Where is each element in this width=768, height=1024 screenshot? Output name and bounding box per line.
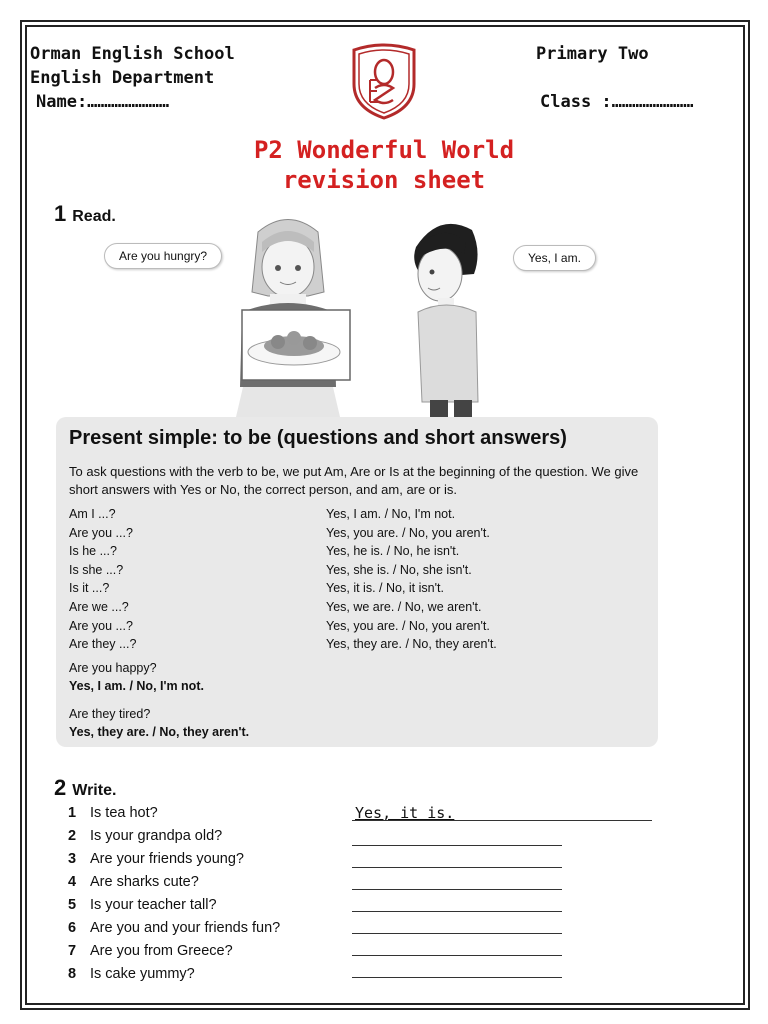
exercise-question — [68, 943, 233, 959]
answer-line-2[interactable] — [352, 845, 562, 846]
question-form: Are you ...? — [69, 525, 133, 540]
answer-line-3[interactable] — [352, 867, 562, 868]
short-answer: Yes, he is. / No, he isn't. — [326, 544, 460, 559]
question-form: Am I ...? — [69, 507, 116, 521]
question-text: Are you from Greece? — [90, 943, 233, 959]
example-1 — [69, 659, 204, 695]
short-answer: Yes, I am. / No, I'm not. — [326, 507, 456, 521]
sheet-title: P2 Wonderful World — [253, 136, 515, 164]
grammar-reference-box — [56, 417, 658, 747]
section-1-heading — [54, 201, 116, 227]
answer-line-7[interactable] — [352, 955, 562, 956]
answer-line-1[interactable] — [352, 820, 652, 821]
question-form: Is she ...? — [69, 562, 124, 577]
question-number: 6 — [68, 920, 77, 936]
exercise-question — [68, 920, 280, 936]
girl-with-plate-illustration — [228, 212, 368, 417]
short-answer: Yes, we are. / No, we aren't. — [326, 599, 482, 614]
exercise-question — [68, 897, 217, 913]
sheet-subtitle: revision sheet — [282, 166, 486, 194]
question-forms-column — [69, 505, 136, 654]
example-question: Are you happy? — [69, 661, 157, 675]
question-text: Are your friends young? — [90, 851, 244, 867]
short-answer: Yes, it is. / No, it isn't. — [326, 581, 444, 596]
example-2 — [69, 705, 249, 741]
question-number: 5 — [68, 897, 77, 913]
answer-line-6[interactable] — [352, 933, 562, 934]
question-form: Are they ...? — [69, 637, 137, 652]
section-2-heading — [54, 775, 116, 801]
answer-line-8[interactable] — [352, 977, 562, 978]
short-answer: Yes, she is. / No, she isn't. — [326, 562, 472, 577]
example-question: Are they tired? — [69, 707, 151, 721]
question-text: Is tea hot? — [90, 805, 158, 821]
class-field[interactable]: Class :…………………… — [540, 92, 694, 112]
question-text: Are you and your friends fun? — [90, 920, 281, 936]
question-form: Is he ...? — [69, 544, 117, 559]
short-answers-column — [326, 505, 497, 654]
question-form: Is it ...? — [69, 581, 110, 596]
question-text: Is your grandpa old? — [90, 828, 223, 844]
exercise-question — [68, 966, 195, 982]
question-text: Are sharks cute? — [90, 874, 199, 890]
short-answer: Yes, they are. / No, they aren't. — [326, 637, 497, 652]
exercise-question — [68, 828, 222, 844]
speech-bubble-left: Are you hungry? — [104, 243, 222, 269]
speech-bubble-right: Yes, I am. — [513, 245, 596, 271]
section-title: Write. — [72, 782, 117, 799]
short-answer: Yes, you are. / No, you aren't. — [326, 618, 490, 633]
example-handwritten-answer: Yes, it is. — [355, 804, 455, 822]
short-answer: Yes, you are. / No, you aren't. — [326, 525, 490, 540]
question-number: 1 — [68, 805, 77, 821]
section-number: 1 — [54, 201, 67, 226]
example-answer: Yes, they are. / No, they aren't. — [69, 725, 250, 739]
grade-label: Primary Two — [536, 44, 649, 64]
section-title: Read. — [72, 208, 116, 225]
question-form: Are we ...? — [69, 599, 129, 614]
exercise-question — [68, 851, 244, 867]
department-name: English Department — [30, 68, 215, 88]
question-form: Are you ...? — [69, 618, 133, 633]
grammar-title: Present simple: to be (questions and short answers) — [69, 427, 567, 449]
question-text: Is cake yummy? — [90, 966, 195, 982]
boy-illustration — [404, 212, 499, 417]
question-number: 8 — [68, 966, 77, 982]
section-number: 2 — [54, 775, 67, 800]
example-answer: Yes, I am. / No, I'm not. — [69, 679, 204, 693]
question-text: Is your teacher tall? — [90, 897, 217, 913]
school-crest-logo — [348, 42, 420, 120]
exercise-question — [68, 805, 158, 821]
question-number: 2 — [68, 828, 77, 844]
question-number: 4 — [68, 874, 77, 890]
answer-line-4[interactable] — [352, 889, 562, 890]
answer-line-5[interactable] — [352, 911, 562, 912]
question-number: 7 — [68, 943, 77, 959]
grammar-intro: To ask questions with the verb to be, we put Am, Are or Is at the beginning of the question. We give short answers with Yes or No, the correct person, and am, are or is. — [69, 464, 639, 497]
exercise-question — [68, 874, 199, 890]
question-number: 3 — [68, 851, 77, 867]
student-name-field[interactable]: Name:…………………… — [36, 92, 170, 112]
school-name: Orman English School — [30, 44, 235, 64]
